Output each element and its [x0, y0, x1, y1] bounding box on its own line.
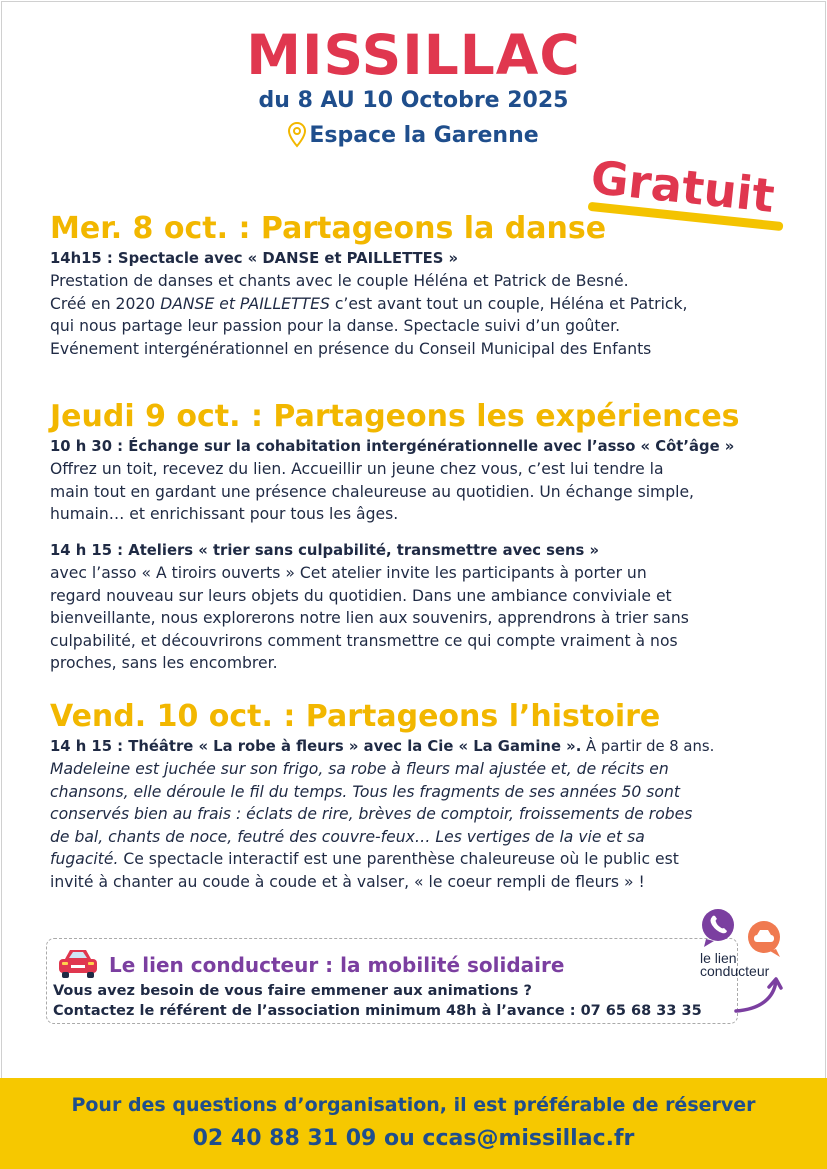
- text-fragment: Ce spectacle interactif est une parenthèse chaleureuse où le public est: [118, 850, 679, 868]
- text-fragment: c’est avant tout un couple, Héléna et Patrick,: [334, 294, 688, 313]
- free-badge-text: Gratuit: [588, 150, 777, 223]
- page-title: MISSILLAC: [246, 23, 581, 87]
- mobility-contact: Contactez le référent de l’association minimum 48h à l’avance : 07 65 68 33 35: [53, 1003, 702, 1019]
- venue: [0, 122, 827, 154]
- logo-text-line2: conducteur: [700, 963, 770, 979]
- mobility-box: [46, 938, 738, 1024]
- car-icon: [55, 945, 101, 985]
- day-heading: Mer. 8 oct. : Partageons la danse: [50, 211, 607, 246]
- text-line: invité à chanter au coude à coude et à valser, « le coeur rempli de fleurs » !: [50, 872, 645, 891]
- footer-band: [0, 1078, 827, 1169]
- text-line: bienveillante, nous explorerons notre lien aux souvenirs, apprendrons à trier sans: [50, 609, 689, 627]
- text-line: Prestation de danses et chants avec le couple Héléna et Patrick de Besné.: [50, 272, 629, 290]
- day-section-friday: [50, 700, 790, 893]
- event-description: [50, 458, 790, 526]
- event-subtitle: 14 h 15 : Ateliers « trier sans culpabilité, transmettre avec sens »: [50, 542, 600, 559]
- event-description: [50, 562, 790, 675]
- text-line: de bal, chants de noce, feutré des couvre-feux… Les vertiges de la vie et sa: [50, 827, 645, 846]
- text-line: chansons, elle déroule le fil du temps. Tous les fragments de ses années 50 sont: [50, 782, 680, 801]
- event-dates: du 8 AU 10 Octobre 2025: [258, 88, 569, 113]
- footer-reservation-note: Pour des questions d’organisation, il est préférable de réserver: [71, 1094, 756, 1116]
- age-note: À partir de 8 ans.: [581, 738, 715, 755]
- event-subtitle: 14 h 15 : Théâtre « La robe à fleurs » avec la Cie « La Gamine ».: [50, 738, 582, 755]
- event-subtitle-line: [50, 736, 790, 758]
- text-line: Offrez un toit, recevez du lien. Accueillir un jeune chez vous, c’est lui tendre la: [50, 460, 664, 478]
- text-line: [50, 848, 790, 871]
- location-pin-icon: [288, 122, 306, 154]
- text-fragment: Créé en 2020: [50, 294, 156, 313]
- text-line: [50, 293, 790, 316]
- logo-text-line1: le lien: [700, 950, 737, 966]
- day-section-wednesday: [50, 212, 790, 360]
- mobility-question: Vous avez besoin de vous faire emmener aux animations ?: [53, 983, 532, 999]
- lien-conducteur-logo: [692, 905, 802, 1025]
- company-name: DANSE et PAILLETTES: [160, 294, 330, 313]
- text-line: avec l’asso « A tiroirs ouverts » Cet atelier invite les participants à porter un: [50, 564, 647, 582]
- text-line: regard nouveau sur leurs objets du quotidien. Dans une ambiance conviviale et: [50, 586, 672, 605]
- footer-contact: 02 40 88 31 09 ou ccas@missillac.fr: [192, 1126, 635, 1151]
- venue-label: Espace la Garenne: [309, 123, 539, 148]
- day-heading: Vend. 10 oct. : Partageons l’histoire: [50, 699, 661, 734]
- event-description: [50, 758, 790, 893]
- text-line: qui nous partage leur passion pour la danse. Spectacle suivi d’un goûter.: [50, 317, 621, 335]
- mobility-title: Le lien conducteur : la mobilité solidaire: [109, 953, 565, 977]
- text-line: humain… et enrichissant pour tous les âges.: [50, 505, 399, 523]
- text-fragment: fugacité.: [50, 850, 119, 868]
- event-subtitle: 14h15 : Spectacle avec « DANSE et PAILLETTES »: [50, 250, 459, 267]
- thursday-workshop: [50, 538, 790, 675]
- text-line: Evénement intergénérationnel en présence du Conseil Municipal des Enfants: [50, 339, 652, 358]
- text-line: Madeleine est juchée sur son frigo, sa robe à fleurs mal ajustée et, de récits en: [50, 760, 669, 778]
- event-subtitle: 10 h 30 : Échange sur la cohabitation intergénérationnelle avec l’asso « Côt’âge »: [50, 438, 735, 455]
- day-section-thursday: [50, 400, 790, 526]
- event-description: [50, 270, 790, 360]
- text-line: proches, sans les encombrer.: [50, 654, 278, 672]
- day-heading: Jeudi 9 oct. : Partageons les expériences: [50, 399, 740, 434]
- text-line: culpabilité, et découvrirons comment transmettre ce qui compte vraiment à nos: [50, 631, 678, 650]
- text-line: conservés bien au frais : éclats de rire, brèves de comptoir, froissements de robes: [50, 805, 693, 823]
- text-line: main tout en gardant une présence chaleureuse au quotidien. Un échange simple,: [50, 482, 695, 501]
